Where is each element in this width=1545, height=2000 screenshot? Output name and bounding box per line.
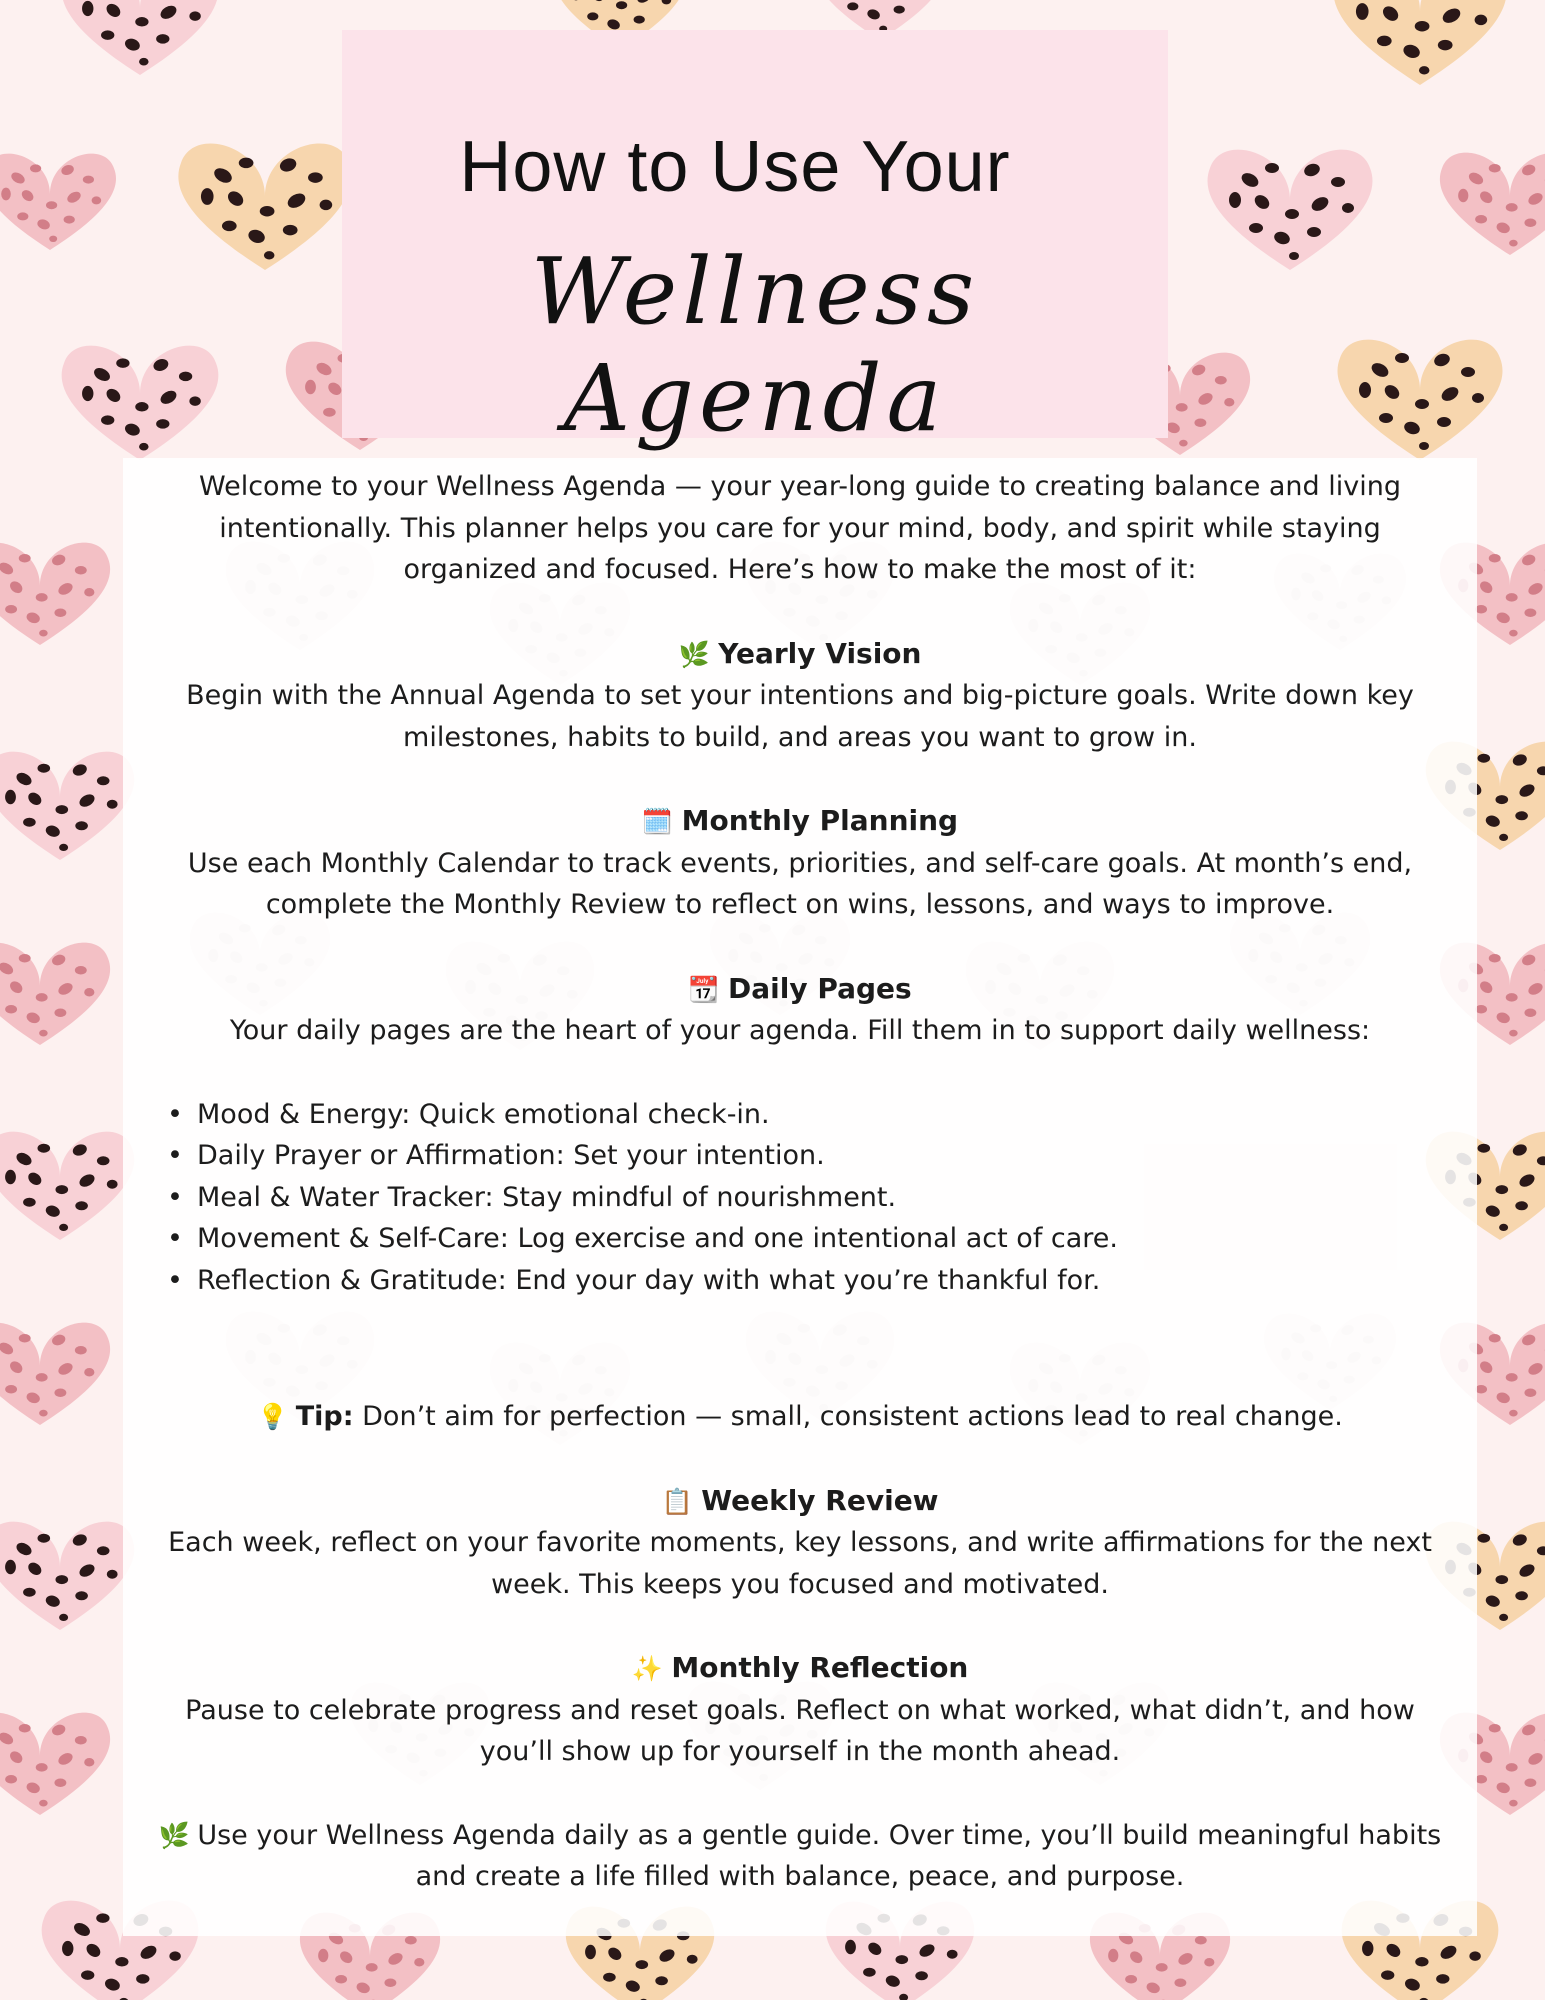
yearly-vision-heading-text: Yearly Vision [718,636,922,670]
sparkles-icon: ✨ [631,1654,663,1683]
title-line-2-script: Wellness Agenda [530,238,980,452]
list-item: • Reflection & Gratitude: End your day with what you’re thankful for. [197,1260,1447,1302]
section-heading-monthly-planning [153,800,1447,843]
monthly-reflection-body: Pause to celebrate progress and reset goals. Reflect on what worked, what didn’t, and how you’ll show up for yourself in the month ahead. [185,1694,1415,1767]
weekly-review-heading-text: Weekly Review [701,1483,939,1517]
monthly-reflection-heading-text: Monthly Reflection [671,1651,969,1684]
list-item: • Meal & Water Tracker: Stay mindful of nourishment. [197,1177,1447,1219]
monthly-planning-body: Use each Monthly Calendar to track events, priorities, and self-care goals. At month’s end, complete the Monthly Review to reflect on wins, lessons, and ways to improve. [187,847,1413,920]
monthly-planning-heading-text: Monthly Planning [681,804,959,837]
content-panel [123,458,1477,1936]
section-heading-daily-pages [153,968,1447,1011]
title-card [342,30,1168,452]
herb-icon: 🌿 [158,1820,190,1850]
closing-text: Use your Wellness Agenda daily as a gentle guide. Over time, you’ll build meaningful habits and create a life filled with balance, peace, and purpose. [197,1819,1442,1892]
section-heading-yearly-vision [153,633,1447,676]
daily-pages-body: Your daily pages are the heart of your agenda. Fill them in to support daily wellness: [229,1015,1371,1046]
intro-paragraph: Welcome to your Wellness Agenda — your year-long guide to creating balance and living intentionally. This planner helps you care for your mind, body, and spirit while staying organized and focused. Here’s how to make the most of it: [198,471,1401,585]
tip-text: Don’t aim for perfection — small, consistent actions lead to real change. [362,1401,1343,1432]
section-heading-monthly-reflection [153,1647,1447,1690]
list-item: • Mood & Energy: Quick emotional check-in. [197,1094,1447,1136]
herb-icon: 🌿 [678,639,710,669]
tip-paragraph [153,1396,1447,1438]
clipboard-icon: 📋 [661,1486,693,1516]
title-line-1: How to Use Your [459,127,1011,207]
spiral-calendar-icon: 🗓️ [641,807,674,836]
light-bulb-icon: 💡 [257,1402,289,1431]
list-item: • Daily Prayer or Affirmation: Set your intention. [197,1135,1447,1177]
calendar-icon: 📆 [688,974,720,1004]
daily-pages-heading-text: Daily Pages [728,971,912,1005]
weekly-review-body: Each week, reflect on your favorite moments, key lessons, and write affirmations for the next week. This keeps you focused and motivated. [168,1527,1432,1600]
yearly-vision-body: Begin with the Annual Agenda to set your intentions and big-picture goals. Write down key milestones, habits to build, and areas you want to grow in. [186,680,1414,753]
list-item: • Movement & Self-Care: Log exercise and one intentional act of care. [197,1218,1447,1260]
daily-pages-list [153,1094,1447,1302]
tip-label: Tip: [295,1401,354,1432]
section-heading-weekly-review [153,1480,1447,1523]
closing-paragraph [153,1815,1447,1898]
